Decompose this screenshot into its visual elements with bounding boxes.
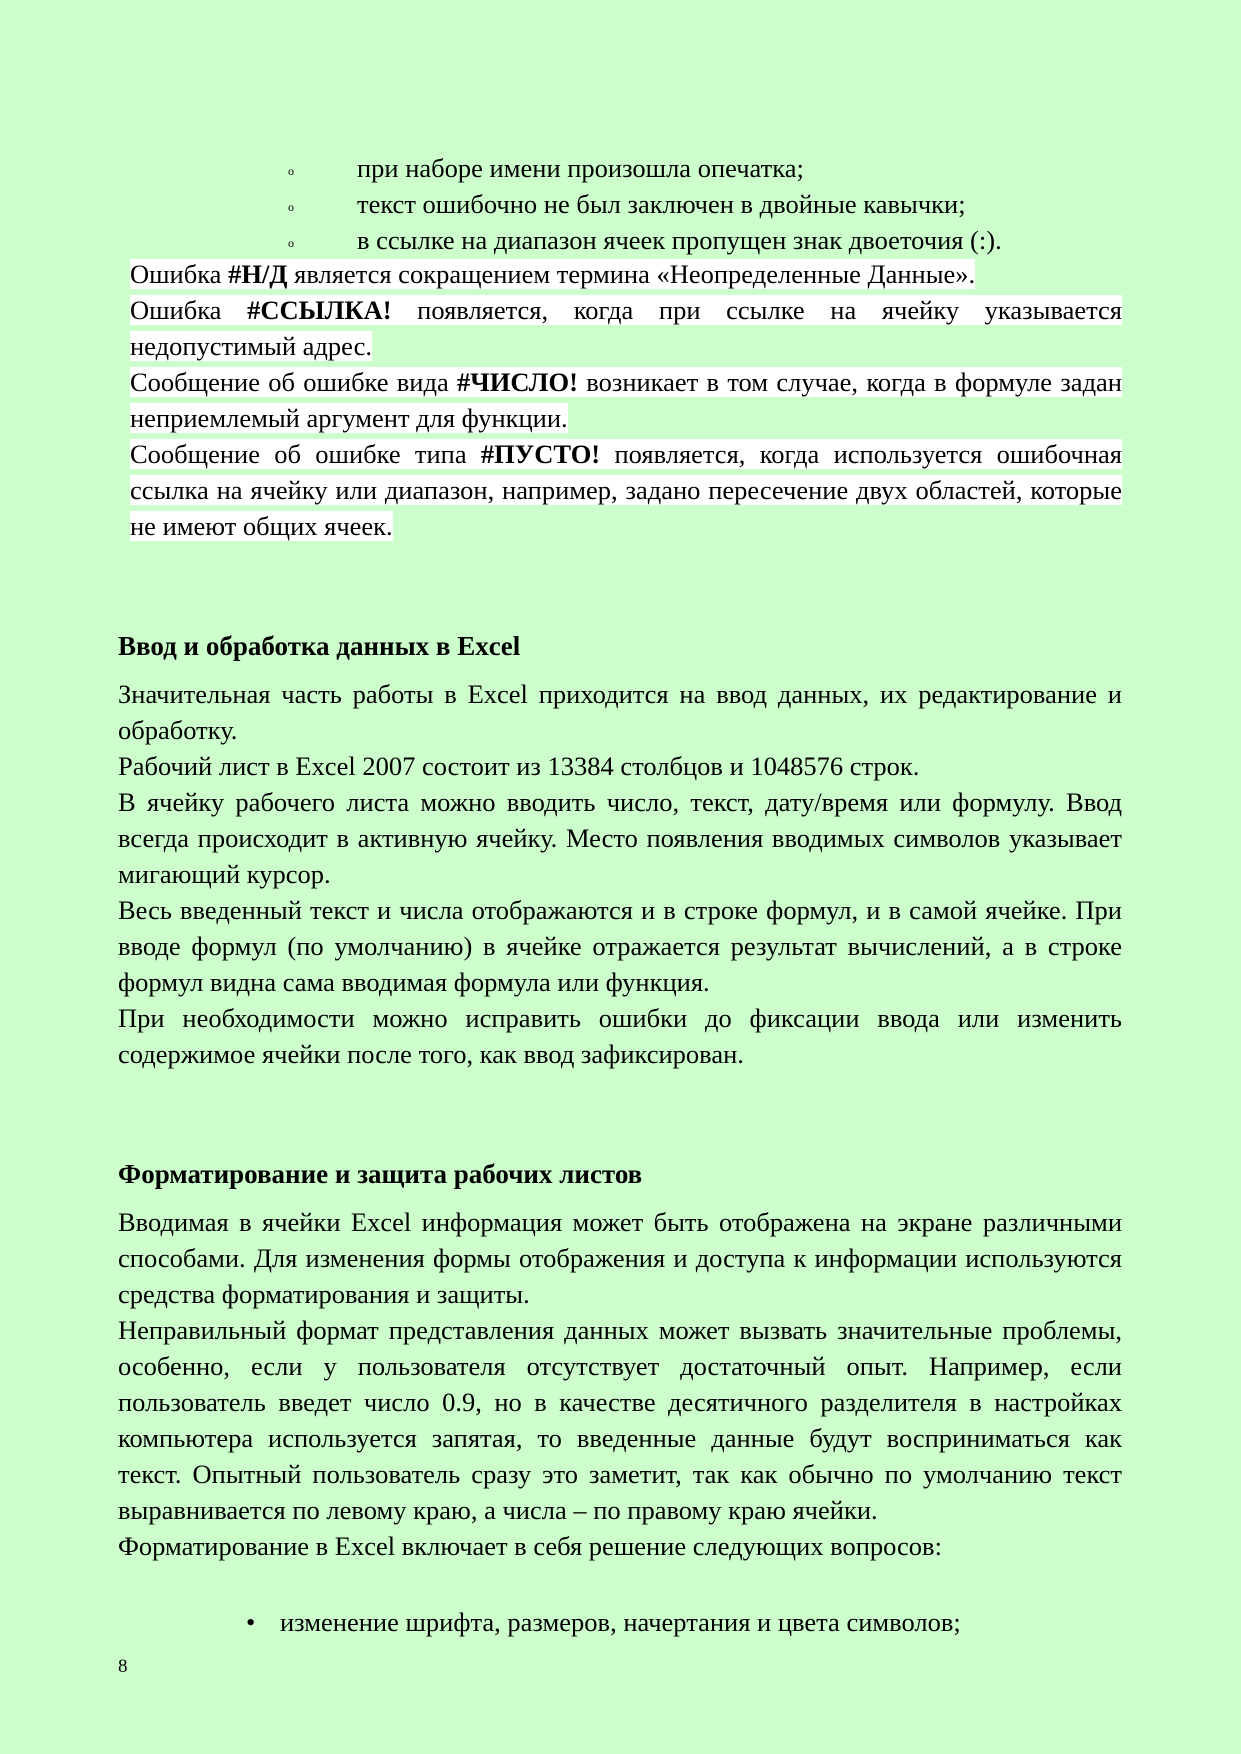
error-code: #ПУСТО! — [480, 439, 601, 469]
paragraph: Неправильный формат представления данных может вызвать значительные проблемы, особенно, если у пользователя отсутствует достаточный опыт. Например, если пользователь введет число 0.9, но в качестве десятичного разделителя в настройках компьютера используется запятая, то введенные данные будут восприниматься как текст. Опытный пользователь сразу это заметит, так как обычно по умолчанию текст выравнивается по левому краю, а числа – по правому краю ячейки. — [118, 1315, 1122, 1525]
bullet-marker: • — [246, 1607, 256, 1637]
section-heading: Ввод и обработка данных в Excel — [118, 631, 521, 661]
error-code: #ЧИСЛО! — [457, 367, 578, 397]
page-number: 8 — [118, 1656, 128, 1677]
list-item-text: при наборе имени произошла опечатка; — [357, 153, 804, 183]
paragraph: Весь введенный текст и числа отображаются и в строке формул, и в самой ячейке. При вводе формул (по умолчанию) в ячейке отражается результат вычислений, а в строке формул видна сама вводимая формула или функция. — [118, 895, 1122, 997]
list-item — [288, 150, 1130, 186]
highlight: Ошибка #Н/Д является сокращением термина «Неопределенные Данные». — [130, 259, 976, 289]
paragraph: Вводимая в ячейки Excel информация может быть отображена на экране различными способами. Для изменения формы отображения и доступа к информации используются средства форматирования и защиты. — [118, 1207, 1122, 1309]
list-item — [288, 222, 1130, 258]
highlight: Сообщение об ошибке типа #ПУСТО! появляется, когда используется ошибочная ссылка на ячейку или диапазон, например, задано пересечение двух областей, которые не имеют общих ячеек. — [130, 439, 1122, 541]
error-paragraph-null — [130, 436, 1122, 544]
bullet-marker: o — [288, 236, 294, 250]
list-item-text: текст ошибочно не был заключен в двойные кавычки; — [357, 189, 966, 219]
list-item-text: изменение шрифта, размеров, начертания и цвета символов; — [280, 1607, 961, 1637]
paragraph: При необходимости можно исправить ошибки до фиксации ввода или изменить содержимое ячейки после того, как ввод зафиксирован. — [118, 1003, 1122, 1069]
bullet-marker: o — [288, 200, 294, 214]
highlight: Сообщение об ошибке вида #ЧИСЛО! возникает в том случае, когда в формуле задан неприемлемый аргумент для функции. — [130, 367, 1122, 433]
error-paragraph-ref — [130, 292, 1122, 364]
error-descriptions — [130, 256, 1122, 544]
bullet-marker: o — [288, 164, 294, 178]
paragraph: Форматирование в Excel включает в себя решение следующих вопросов: — [118, 1531, 942, 1561]
list-item-text: в ссылке на диапазон ячеек пропущен знак двоеточия (:). — [357, 225, 1002, 255]
error-paragraph-na — [130, 256, 1122, 292]
paragraph: Значительная часть работы в Excel приходится на ввод данных, их редактирование и обработку. — [118, 679, 1122, 745]
section-data-entry — [118, 628, 1122, 1072]
error-paragraph-num — [130, 364, 1122, 436]
paragraph: В ячейку рабочего листа можно вводить число, текст, дату/время или формулу. Ввод всегда происходит в активную ячейку. Место появления вводимых символов указывает мигающий курсор. — [118, 787, 1122, 889]
paragraph: Рабочий лист в Excel 2007 состоит из 13384 столбцов и 1048576 строк. — [118, 751, 920, 781]
section-heading: Форматирование и защита рабочих листов — [118, 1159, 643, 1189]
error-code: #Н/Д — [228, 259, 288, 289]
sub-bullet-list — [288, 150, 1130, 258]
highlight: Ошибка #ССЫЛКА! появляется, когда при ссылке на ячейку указывается недопустимый адрес. — [130, 295, 1122, 361]
error-code: #ССЫЛКА! — [247, 295, 392, 325]
section-formatting — [118, 1156, 1122, 1564]
list-item — [288, 186, 1130, 222]
